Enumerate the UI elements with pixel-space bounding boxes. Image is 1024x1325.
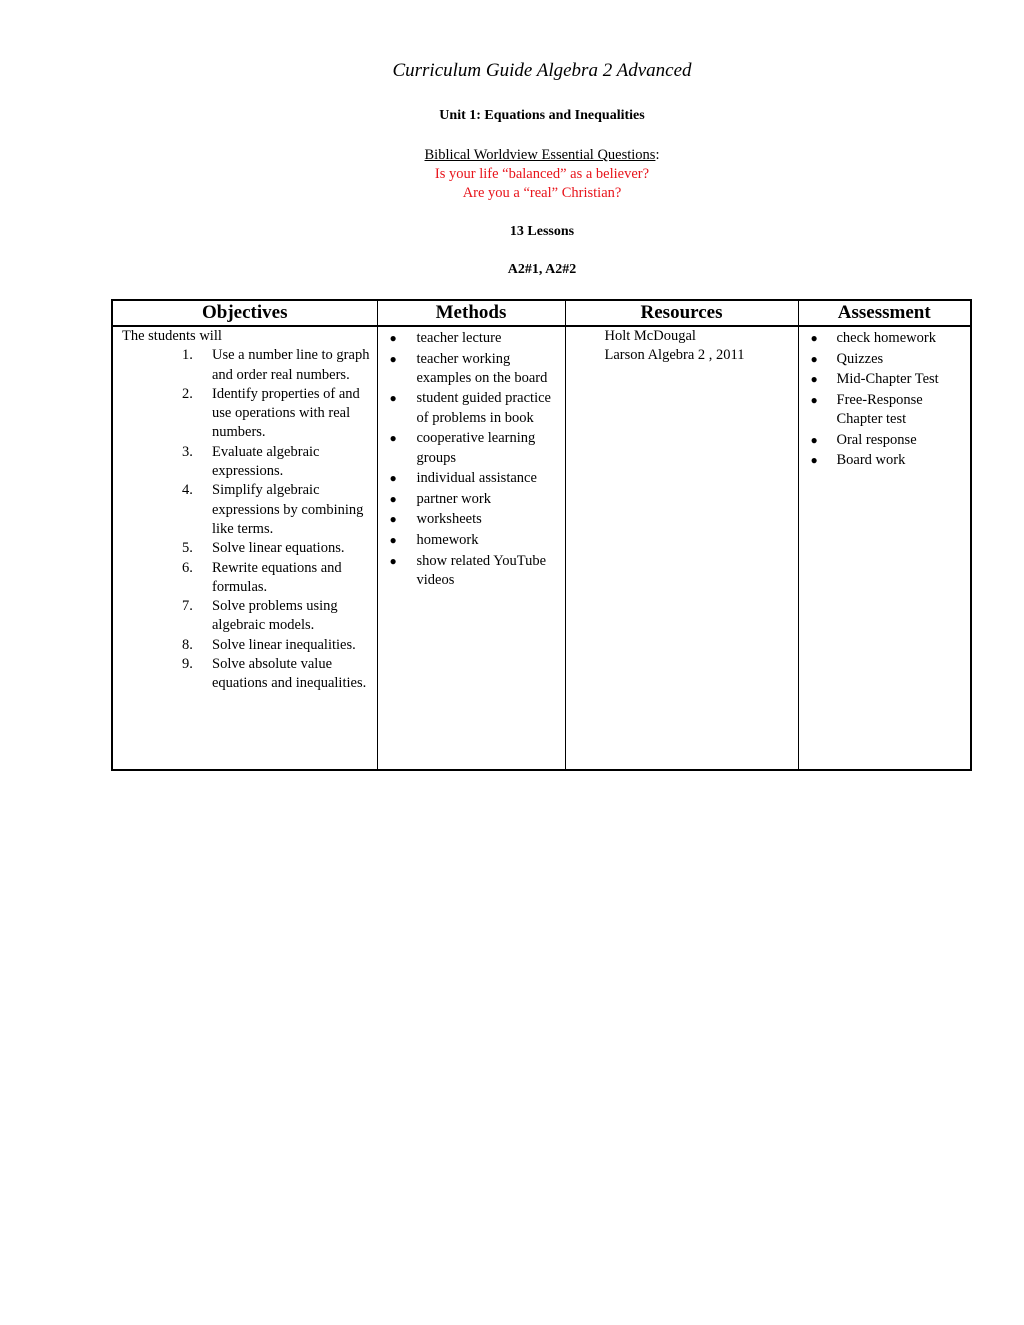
header-resources: Resources [565, 300, 798, 326]
essential-question-1: Is your life “balanced” as a believer? [434, 166, 650, 182]
objective-item [182, 636, 377, 655]
table-header-row [112, 300, 971, 326]
assessment-text: Free-Response Chapter test [836, 391, 923, 428]
method-text: individual assistance [416, 470, 537, 487]
objective-number: 1. [182, 347, 193, 364]
essential-question-2: Are you a “real” Christian? [462, 185, 622, 201]
bullet-icon: ● [389, 331, 397, 345]
objective-text: Solve linear inequalities. [212, 636, 356, 653]
header-objectives: Objectives [112, 300, 377, 326]
bullet-icon: ● [389, 351, 397, 366]
objective-number: 2. [182, 385, 193, 402]
document-title: Curriculum Guide Algebra 2 Advanced [392, 60, 692, 81]
bullet-icon: ● [810, 432, 818, 447]
assessment-cell [798, 326, 971, 770]
objective-text: Evaluate algebraic expressions. [212, 443, 320, 480]
method-item [389, 350, 565, 389]
objectives-list [113, 346, 377, 693]
bullet-icon: ● [389, 553, 397, 568]
objective-number: 9. [182, 656, 193, 673]
objective-number: 4. [182, 482, 193, 499]
method-text: show related YouTube videos [416, 552, 547, 588]
objectives-cell [112, 326, 377, 770]
method-text: homework [416, 532, 479, 549]
method-text: teacher lecture [416, 330, 502, 346]
bullet-icon: ● [810, 453, 818, 468]
method-item [389, 389, 565, 428]
objective-text: Simplify algebraic expressions by combining like terms. [212, 482, 364, 537]
assessment-text: Oral response [836, 431, 917, 448]
assessment-item [810, 451, 971, 470]
objective-item [182, 559, 377, 598]
method-item [389, 531, 565, 550]
objective-number: 8. [182, 636, 193, 653]
worldview-heading-text: Biblical Worldview Essential Questions [424, 147, 656, 163]
objective-number: 7. [182, 598, 193, 615]
standard-codes: A2#1, A2#2 [507, 262, 577, 277]
resources-cell [565, 326, 798, 770]
worldview-block [0, 146, 1024, 203]
header-assessment: Assessment [798, 300, 971, 326]
assessment-list [799, 329, 971, 471]
bullet-icon: ● [389, 533, 397, 548]
assessment-text: check homework [836, 330, 936, 346]
assessment-text: Mid-Chapter Test [836, 371, 939, 388]
method-item [389, 490, 565, 509]
table-body-row [112, 326, 971, 770]
method-text: student guided practice of problems in book [416, 390, 551, 426]
method-item [389, 469, 565, 488]
objective-text: Identify properties of and use operations with real numbers. [212, 385, 360, 441]
assessment-text: Board work [836, 452, 906, 469]
objectives-intro: The students will [122, 328, 222, 344]
assessment-item [810, 370, 971, 389]
resource-line: Larson Algebra 2 , 2011 [604, 347, 745, 364]
objective-item [182, 443, 377, 482]
bullet-icon: ● [389, 491, 397, 506]
bullet-icon: ● [389, 431, 397, 446]
objective-text: Use a number line to graph and order real numbers. [212, 347, 370, 383]
curriculum-table [111, 299, 972, 771]
objective-number: 5. [182, 540, 193, 557]
unit-heading: Unit 1: Equations and Inequalities [439, 108, 645, 123]
bullet-icon: ● [810, 331, 818, 345]
method-item [389, 329, 565, 348]
objective-item [182, 346, 377, 385]
objective-item [182, 655, 377, 694]
bullet-icon: ● [810, 351, 818, 366]
worldview-heading [0, 146, 1024, 165]
method-text: worksheets [416, 511, 482, 528]
resource-line: Holt McDougal [604, 328, 696, 344]
objective-text: Solve problems using algebraic models. [212, 598, 338, 634]
method-item [389, 510, 565, 529]
objective-text: Solve linear equations. [212, 540, 345, 557]
bullet-icon: ● [389, 391, 397, 406]
bullet-icon: ● [810, 372, 818, 387]
objective-number: 6. [182, 559, 193, 576]
method-item [389, 429, 565, 468]
objective-item [182, 385, 377, 443]
methods-cell [377, 326, 565, 770]
header-methods: Methods [377, 300, 565, 326]
bullet-icon: ● [389, 512, 397, 527]
method-item [389, 552, 565, 591]
bullet-icon: ● [389, 471, 397, 486]
assessment-text: Quizzes [836, 350, 884, 367]
method-text: teacher working examples on the board [416, 350, 548, 386]
assessment-item [810, 431, 971, 450]
assessment-item [810, 329, 971, 348]
objective-number: 3. [182, 443, 193, 460]
objective-item [182, 597, 377, 636]
objective-item [182, 481, 377, 539]
methods-list [378, 329, 565, 590]
assessment-item [810, 350, 971, 369]
method-text: partner work [416, 490, 491, 507]
objective-text: Rewrite equations and formulas. [212, 559, 342, 595]
objective-text: Solve absolute value equations and inequalities. [212, 656, 367, 692]
assessment-item [810, 391, 971, 430]
method-text: cooperative learning groups [416, 430, 536, 466]
bullet-icon: ● [810, 392, 818, 407]
objective-item [182, 539, 377, 558]
worldview-heading-colon: : [655, 147, 660, 163]
lesson-count: 13 Lessons [509, 224, 575, 239]
